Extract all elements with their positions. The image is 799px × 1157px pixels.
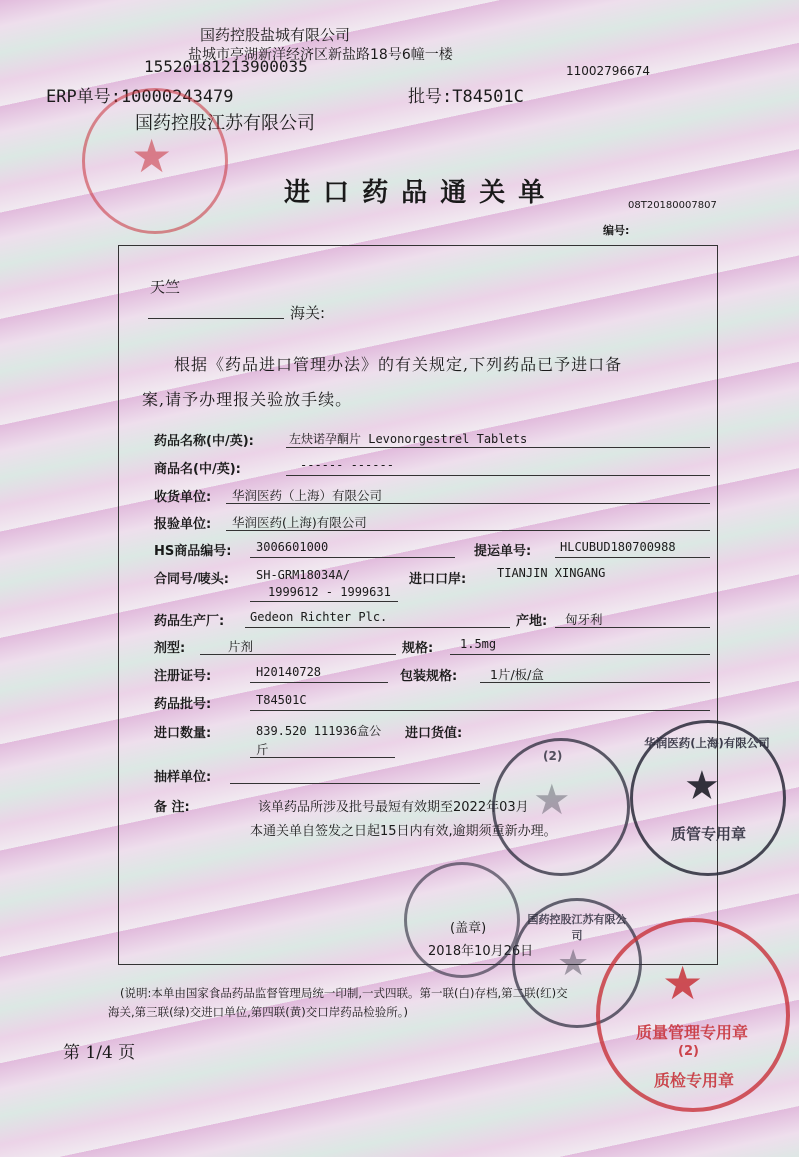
stamp-right-purpose: 质管专用章 bbox=[671, 825, 747, 843]
inspection-value: 华润医药(上海)有限公司 bbox=[232, 515, 367, 530]
underline bbox=[250, 757, 395, 758]
remark-line-1: 该单药品所涉及批号最短有效期至2022年03月 bbox=[258, 800, 529, 815]
spec-label: 规格: bbox=[402, 641, 434, 656]
underline bbox=[286, 475, 710, 476]
seal-label: (盖章) bbox=[450, 921, 487, 936]
underline bbox=[226, 530, 710, 531]
hs-label: HS商品编号: bbox=[154, 544, 232, 559]
underline bbox=[226, 503, 710, 504]
dosage-form-value: 片剂 bbox=[228, 639, 254, 654]
pack-label: 包装规格: bbox=[400, 669, 458, 684]
stamp-bottom-company: 国药控股江苏有限公司 bbox=[527, 913, 627, 942]
manufacturer-value: Gedeon Richter Plc. bbox=[250, 610, 388, 624]
intro-para-line1: 根据《药品进口管理办法》的有关规定,下列药品已予进口备 bbox=[174, 355, 623, 374]
manufacturer-label: 药品生产厂: bbox=[154, 614, 225, 629]
footer-note-1: (说明:本单由国家食品药品监督管理局统一印制,一式四联。第一联(白)存档,第二联(红)交 bbox=[120, 986, 568, 1000]
code-right: 11002796674 bbox=[566, 64, 650, 78]
stamp-right-company: 华润医药(上海)有限公司 bbox=[644, 736, 770, 750]
star-icon: ★ bbox=[662, 956, 704, 1010]
registration-value: H20140728 bbox=[256, 665, 322, 679]
erp-number: ERP单号:10000243479 bbox=[46, 87, 234, 107]
registration-label: 注册证号: bbox=[154, 669, 212, 684]
stamp-red-purpose-2: 质检专用章 bbox=[654, 1071, 735, 1090]
contract-value-1: SH-GRM18034A/ bbox=[256, 568, 350, 582]
consignee-value: 华润医药（上海）有限公司 bbox=[232, 488, 383, 503]
bill-value: HLCUBUD180700988 bbox=[560, 540, 676, 554]
stamp-center-dark bbox=[492, 738, 630, 876]
underline bbox=[480, 682, 710, 683]
issue-date: 2018年10月26日 bbox=[428, 944, 534, 959]
star-icon: ★ bbox=[131, 129, 173, 183]
quantity-value: 839.520 111936盒公 bbox=[256, 724, 382, 738]
inspection-label: 报验单位: bbox=[154, 517, 212, 532]
remarks-label: 备 注: bbox=[154, 800, 190, 815]
underline bbox=[250, 601, 398, 602]
quantity-label: 进口数量: bbox=[154, 726, 212, 741]
consignee-label: 收货单位: bbox=[154, 490, 212, 505]
doc-title: 进 口 药 品 通 关 单 bbox=[284, 178, 547, 208]
hs-value: 3006601000 bbox=[256, 540, 329, 554]
stamp-seal-dark bbox=[404, 862, 520, 978]
underline bbox=[250, 710, 710, 711]
underline bbox=[250, 557, 455, 558]
underline bbox=[286, 447, 710, 448]
drug-batch-value: T84501C bbox=[256, 693, 307, 707]
company-address: 盐城市亭湖新洋经济区新盐路18号6幢一楼 bbox=[188, 47, 453, 63]
company-yancheng: 国药控股盐城有限公司 bbox=[200, 26, 351, 44]
customs-underline bbox=[148, 318, 284, 319]
underline bbox=[245, 627, 510, 628]
company-jiangsu: 国药控股江苏有限公司 bbox=[135, 113, 315, 134]
customs-label: 海关: bbox=[290, 304, 326, 322]
remark-line-2: 本通关单自签发之日起15日内有效,逾期须重新办理。 bbox=[250, 824, 557, 839]
footer-note-2: 海关,第三联(绿)交进口单位,第四联(黄)交口岸药品检验所。) bbox=[108, 1005, 408, 1019]
contract-value-2: 1999612 - 1999631 bbox=[268, 585, 391, 599]
port-label: 进口口岸: bbox=[409, 572, 467, 587]
stamp-top-left bbox=[82, 88, 228, 234]
star-icon: ★ bbox=[557, 943, 590, 984]
batch-number: 批号:T84501C bbox=[408, 87, 524, 107]
drug-name-label: 药品名称(中/英): bbox=[154, 434, 254, 449]
number-label: 编号: bbox=[603, 224, 630, 237]
phone-number: 15520181213900035 bbox=[144, 57, 308, 76]
contract-label: 合同号/唛头: bbox=[154, 572, 229, 587]
underline bbox=[250, 682, 388, 683]
drug-batch-label: 药品批号: bbox=[154, 697, 212, 712]
spec-value: 1.5mg bbox=[460, 637, 497, 651]
dosage-form-label: 剂型: bbox=[154, 641, 186, 656]
port-value: TIANJIN XINGANG bbox=[497, 566, 606, 580]
doc-serial: 08T20180007807 bbox=[628, 200, 717, 211]
underline bbox=[230, 783, 480, 784]
bill-label: 提运单号: bbox=[474, 544, 532, 559]
drug-name-value: 左炔诺孕酮片 Levonorgestrel Tablets bbox=[289, 432, 528, 446]
page-number: 第 1/4 页 bbox=[63, 1043, 136, 1063]
trade-name-label: 商品名(中/英): bbox=[154, 462, 241, 477]
customs-place: 天竺 bbox=[150, 278, 181, 296]
stamp-right-dark bbox=[630, 720, 786, 876]
underline bbox=[200, 654, 396, 655]
underline bbox=[555, 627, 710, 628]
origin-label: 产地: bbox=[516, 614, 548, 629]
quantity-unit: 斤 bbox=[256, 742, 269, 757]
star-icon: ★ bbox=[533, 775, 571, 824]
star-icon: ★ bbox=[684, 763, 720, 809]
stamp-red-number: (2) bbox=[678, 1044, 699, 1059]
sampling-label: 抽样单位: bbox=[154, 770, 212, 785]
stamp-center-number: (2) bbox=[543, 749, 563, 763]
underline bbox=[450, 654, 710, 655]
stamp-bottom-red bbox=[596, 918, 790, 1112]
origin-value: 匈牙利 bbox=[565, 612, 603, 627]
intro-para-line2: 案,请予办理报关验放手续。 bbox=[142, 390, 353, 409]
underline bbox=[555, 557, 710, 558]
goods-value-label: 进口货值: bbox=[405, 726, 463, 741]
trade-name-value: ------ ------ bbox=[300, 458, 394, 472]
stamp-red-purpose-1: 质量管理专用章 bbox=[636, 1023, 749, 1042]
pack-value: 1片/板/盒 bbox=[490, 667, 544, 682]
